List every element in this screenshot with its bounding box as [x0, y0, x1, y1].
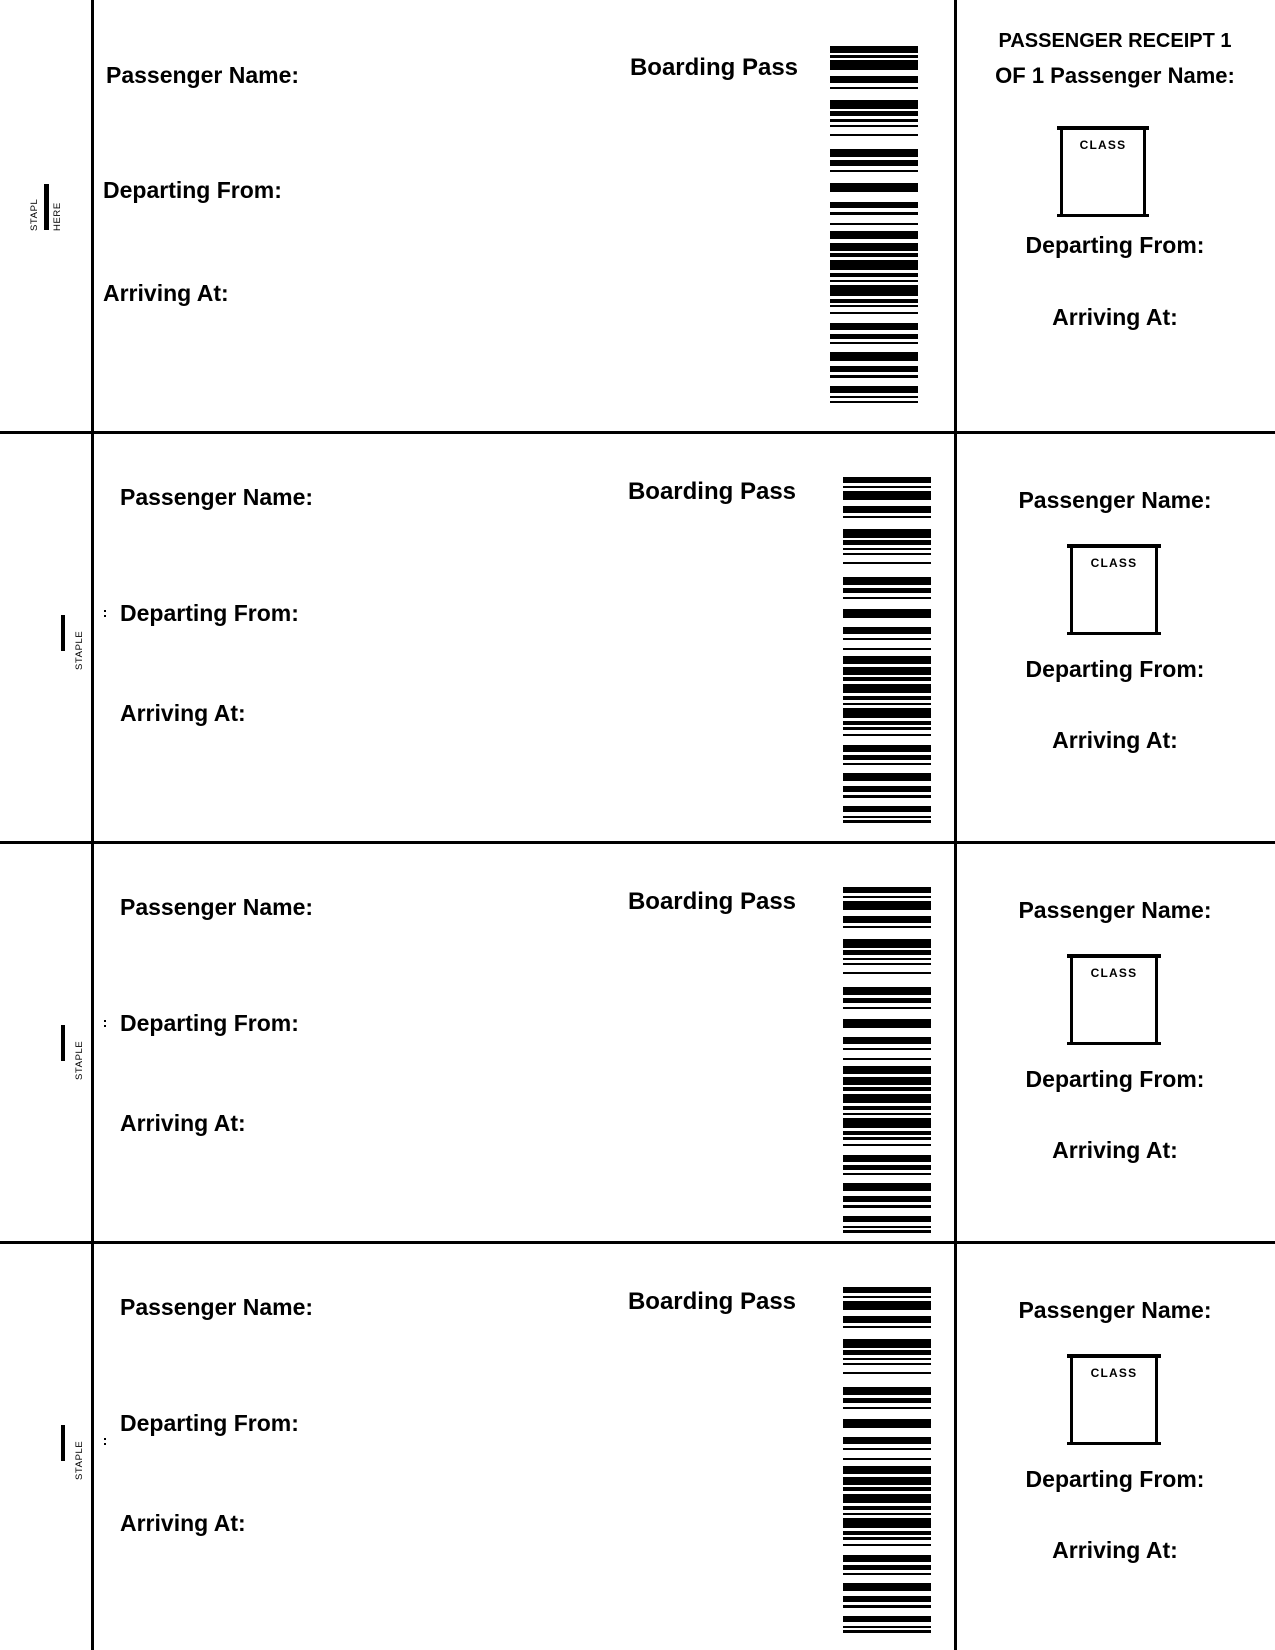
barcode-bar	[830, 253, 918, 257]
barcode-bar	[843, 1066, 931, 1074]
dot-mark	[104, 610, 106, 612]
section-divider-3	[0, 1241, 1275, 1244]
receipt-departing-from-label-wrap	[955, 1066, 1275, 1093]
class-box	[1070, 1358, 1158, 1442]
passenger-name-label: Passenger Name:	[1018, 897, 1212, 923]
barcode-bar	[830, 243, 918, 251]
barcode-bar	[830, 366, 918, 373]
barcode-bar	[843, 786, 931, 792]
barcode-bar	[830, 76, 918, 83]
barcode-bar	[843, 1537, 931, 1539]
boarding-pass-title: Boarding Pass	[627, 1288, 797, 1315]
arriving-at-label: Arriving At:	[120, 700, 246, 726]
barcode-bar	[830, 212, 918, 214]
barcode-bar	[843, 727, 931, 729]
receipt-passenger-name-label: OF 1 Passenger Name:	[995, 63, 1235, 88]
receipt-passenger-name-label-wrap	[955, 897, 1275, 924]
barcode-bar	[843, 795, 931, 798]
passenger-name-label: Passenger Name:	[120, 484, 314, 510]
barcode-bar	[843, 597, 931, 599]
barcode-bar	[843, 1596, 931, 1602]
boarding-pass-title: Boarding Pass	[627, 888, 797, 915]
barcode-bar	[843, 1358, 931, 1361]
barcode-bar	[843, 516, 931, 518]
receipt-passenger-name-label-wrap	[955, 1297, 1275, 1324]
barcode-bar	[843, 916, 931, 922]
class-box-label: CLASS	[1079, 138, 1127, 152]
passenger-name-label: Passenger Name:	[120, 894, 314, 920]
class-box	[1060, 130, 1146, 214]
boarding-pass-title: Boarding Pass	[629, 54, 799, 81]
barcode-bar	[843, 939, 931, 948]
barcode-bar	[843, 1287, 931, 1293]
barcode-bar	[830, 55, 918, 57]
arriving-at-label: Arriving At:	[1052, 727, 1178, 753]
barcode-bar	[843, 1183, 931, 1191]
departing-from-label: Departing From:	[1025, 656, 1205, 682]
class-box	[1070, 958, 1158, 1042]
barcode-bar	[843, 1513, 931, 1515]
barcode-bar	[843, 1419, 931, 1428]
barcode-bar	[843, 1077, 931, 1085]
barcode-bar	[843, 1448, 931, 1450]
barcode-bar	[830, 375, 918, 378]
barcode-bar	[830, 299, 918, 303]
barcode-bar	[843, 1087, 931, 1091]
barcode-bar	[830, 170, 918, 172]
barcode-bar	[843, 1094, 931, 1103]
barcode-bar	[843, 972, 931, 974]
barcode-bar	[843, 1230, 931, 1232]
barcode-bar	[843, 1131, 931, 1135]
barcode-bar	[843, 998, 931, 1004]
staple-mark-bar	[44, 184, 49, 230]
departing-from-label: Departing From:	[120, 1410, 299, 1436]
barcode-bar	[830, 273, 918, 277]
departing-from-label: Departing From:	[1025, 1466, 1205, 1492]
barcode-bar	[843, 1226, 931, 1228]
receipt-arriving-at-label-wrap	[955, 1537, 1275, 1564]
barcode-bar	[843, 1007, 931, 1009]
receipt-departing-from-label-wrap	[955, 232, 1275, 259]
barcode-bar	[843, 491, 931, 500]
departing-from-label: Departing From:	[103, 177, 282, 203]
staple-here-text-line2: HERE	[52, 202, 63, 231]
barcode-bar	[843, 950, 931, 955]
barcode-bar	[843, 1363, 931, 1365]
barcode-bar	[843, 820, 931, 822]
barcode-bar	[830, 280, 918, 282]
barcode-bar	[843, 755, 931, 760]
staple-mark-bar	[61, 615, 65, 651]
barcode-bar	[830, 111, 918, 116]
departing-from-label: Departing From:	[1025, 1066, 1205, 1092]
barcode-bar	[843, 901, 931, 910]
barcode-bar	[843, 806, 931, 812]
departing-from-label: Departing From:	[1025, 232, 1205, 258]
barcode-bar	[843, 1555, 931, 1562]
barcode-bar	[830, 323, 918, 330]
barcode-bar	[830, 312, 918, 314]
staple-here-text-line1: STAPL	[29, 198, 40, 231]
barcode-bar	[843, 1339, 931, 1348]
barcode-bar	[830, 183, 918, 192]
barcode-bar	[843, 896, 931, 898]
barcode-bar	[843, 745, 931, 752]
barcode-bar	[843, 1518, 931, 1529]
barcode-bar	[843, 721, 931, 725]
barcode-bar	[830, 46, 918, 53]
arriving-at-label: Arriving At:	[120, 1110, 246, 1136]
arriving-at-label: Arriving At:	[103, 280, 229, 306]
barcode-bar	[843, 1326, 931, 1328]
receipt-arriving-at-label-wrap	[955, 1137, 1275, 1164]
barcode-bar	[830, 285, 918, 296]
barcode-bar	[843, 656, 931, 664]
barcode-bar	[843, 648, 931, 650]
barcode-bar	[830, 160, 918, 166]
barcode-bar	[843, 887, 931, 893]
barcode-bar	[843, 1531, 931, 1535]
barcode-bar	[830, 401, 918, 403]
barcode-bar	[843, 1165, 931, 1170]
barcode-bar	[843, 1616, 931, 1622]
barcode-bar	[843, 1296, 931, 1298]
barcode-bar	[830, 87, 918, 89]
barcode-bar	[830, 352, 918, 361]
barcode-bar	[843, 1205, 931, 1208]
barcode-bar	[843, 1487, 931, 1491]
arriving-at-label: Arriving At:	[120, 1510, 246, 1536]
barcode-bar	[830, 334, 918, 339]
barcode-bar	[843, 627, 931, 633]
barcode-bar	[843, 486, 931, 488]
barcode-bar	[843, 987, 931, 995]
arriving-at-label: Arriving At:	[1052, 1537, 1178, 1563]
barcode-bar	[830, 386, 918, 393]
barcode-bar	[843, 1573, 931, 1575]
barcode-bar	[830, 149, 918, 157]
barcode-bar	[843, 506, 931, 512]
barcode-bar	[830, 125, 918, 127]
barcode-bar	[843, 1458, 931, 1460]
barcode-bar	[843, 553, 931, 555]
barcode-bar	[843, 1544, 931, 1546]
arriving-at-label: Arriving At:	[1052, 304, 1178, 330]
barcode-bar	[843, 1173, 931, 1175]
barcode-bar	[843, 562, 931, 564]
barcode-bar	[830, 100, 918, 109]
barcode-bar	[843, 1630, 931, 1632]
barcode-bar	[843, 696, 931, 700]
boarding-pass-barcode	[843, 887, 931, 1233]
staple-text: STAPLE	[74, 630, 85, 670]
boarding-pass-barcode	[843, 477, 931, 823]
barcode-bar	[843, 734, 931, 736]
boarding-pass-barcode	[843, 1287, 931, 1633]
barcode-bar	[843, 1372, 931, 1374]
barcode-bar	[843, 667, 931, 675]
dot-mark	[104, 1438, 106, 1440]
barcode-bar	[830, 396, 918, 398]
barcode-bar	[843, 763, 931, 765]
barcode-bar	[843, 1137, 931, 1139]
barcode-bar	[843, 1565, 931, 1570]
passenger-receipt-heading: PASSENGER RECEIPT 1	[998, 30, 1232, 52]
barcode-bar	[843, 708, 931, 719]
barcode-bar	[843, 1113, 931, 1115]
barcode-bar	[843, 1019, 931, 1028]
barcode-bar	[830, 202, 918, 209]
barcode-bar	[830, 342, 918, 344]
barcode-bar	[843, 529, 931, 538]
barcode-bar	[843, 609, 931, 618]
staple-mark-bar	[61, 1025, 65, 1061]
boarding-pass-title: Boarding Pass	[627, 478, 797, 505]
barcode-bar	[843, 684, 931, 693]
barcode-bar	[843, 1155, 931, 1162]
barcode-bar	[830, 119, 918, 122]
barcode-bar	[843, 1466, 931, 1474]
barcode-bar	[843, 1407, 931, 1409]
barcode-bar	[843, 577, 931, 585]
barcode-bar	[843, 1506, 931, 1510]
class-box-label: CLASS	[1090, 1366, 1138, 1380]
barcode-bar	[843, 963, 931, 965]
barcode-bar	[843, 1037, 931, 1043]
receipt-passenger-name-label-wrap	[955, 487, 1275, 514]
barcode-bar	[843, 1605, 931, 1608]
barcode-bar	[843, 1058, 931, 1060]
barcode-bar	[843, 1626, 931, 1628]
barcode-bar	[830, 60, 918, 69]
arriving-at-label: Arriving At:	[1052, 1137, 1178, 1163]
barcode-bar	[843, 1144, 931, 1146]
class-box-label: CLASS	[1090, 556, 1138, 570]
barcode-bar	[843, 477, 931, 483]
barcode-bar	[843, 1216, 931, 1222]
barcode-bar	[843, 638, 931, 640]
class-box-label: CLASS	[1090, 966, 1138, 980]
class-box	[1070, 548, 1158, 632]
section-divider-1	[0, 431, 1275, 434]
receipt-arriving-at-label-wrap	[955, 727, 1275, 754]
barcode-bar	[843, 548, 931, 551]
barcode-bar	[843, 540, 931, 545]
barcode-bar	[843, 1350, 931, 1355]
barcode-bar	[843, 1387, 931, 1395]
barcode-bar	[843, 1118, 931, 1129]
departing-from-label: Departing From:	[120, 1010, 299, 1036]
barcode-bar	[843, 816, 931, 818]
section-divider-2	[0, 841, 1275, 844]
barcode-bar	[843, 958, 931, 961]
barcode-bar	[843, 588, 931, 594]
passenger-name-label: Passenger Name:	[1018, 1297, 1212, 1323]
barcode-bar	[843, 1106, 931, 1110]
barcode-bar	[830, 134, 918, 136]
staple-text: STAPLE	[74, 1040, 85, 1080]
barcode-bar	[843, 1301, 931, 1310]
barcode-bar	[843, 773, 931, 781]
barcode-bar	[843, 926, 931, 928]
barcode-bar	[843, 1583, 931, 1591]
barcode-bar	[830, 231, 918, 239]
passenger-name-label: Passenger Name:	[106, 62, 300, 88]
passenger-name-label: Passenger Name:	[1018, 487, 1212, 513]
barcode-bar	[843, 1477, 931, 1485]
passenger-receipt-block	[955, 30, 1275, 89]
receipt-departing-from-label-wrap	[955, 1466, 1275, 1493]
barcode-bar	[843, 1494, 931, 1503]
barcode-bar	[843, 1398, 931, 1404]
staple-text: STAPLE	[74, 1440, 85, 1480]
receipt-departing-from-label-wrap	[955, 656, 1275, 683]
barcode-bar	[843, 1048, 931, 1050]
barcode-bar	[843, 1316, 931, 1322]
barcode-bar	[830, 260, 918, 269]
receipt-arriving-at-label-wrap	[955, 304, 1275, 331]
barcode-bar	[830, 305, 918, 307]
left-border-line	[91, 0, 94, 1650]
passenger-name-label: Passenger Name:	[120, 1294, 314, 1320]
boarding-pass-barcode	[830, 46, 918, 404]
departing-from-label: Departing From:	[120, 600, 299, 626]
barcode-bar	[843, 677, 931, 681]
barcode-bar	[843, 703, 931, 705]
dot-mark	[104, 1020, 106, 1022]
barcode-bar	[843, 1196, 931, 1202]
barcode-bar	[843, 1437, 931, 1443]
barcode-bar	[830, 223, 918, 225]
staple-mark-bar	[61, 1425, 65, 1461]
